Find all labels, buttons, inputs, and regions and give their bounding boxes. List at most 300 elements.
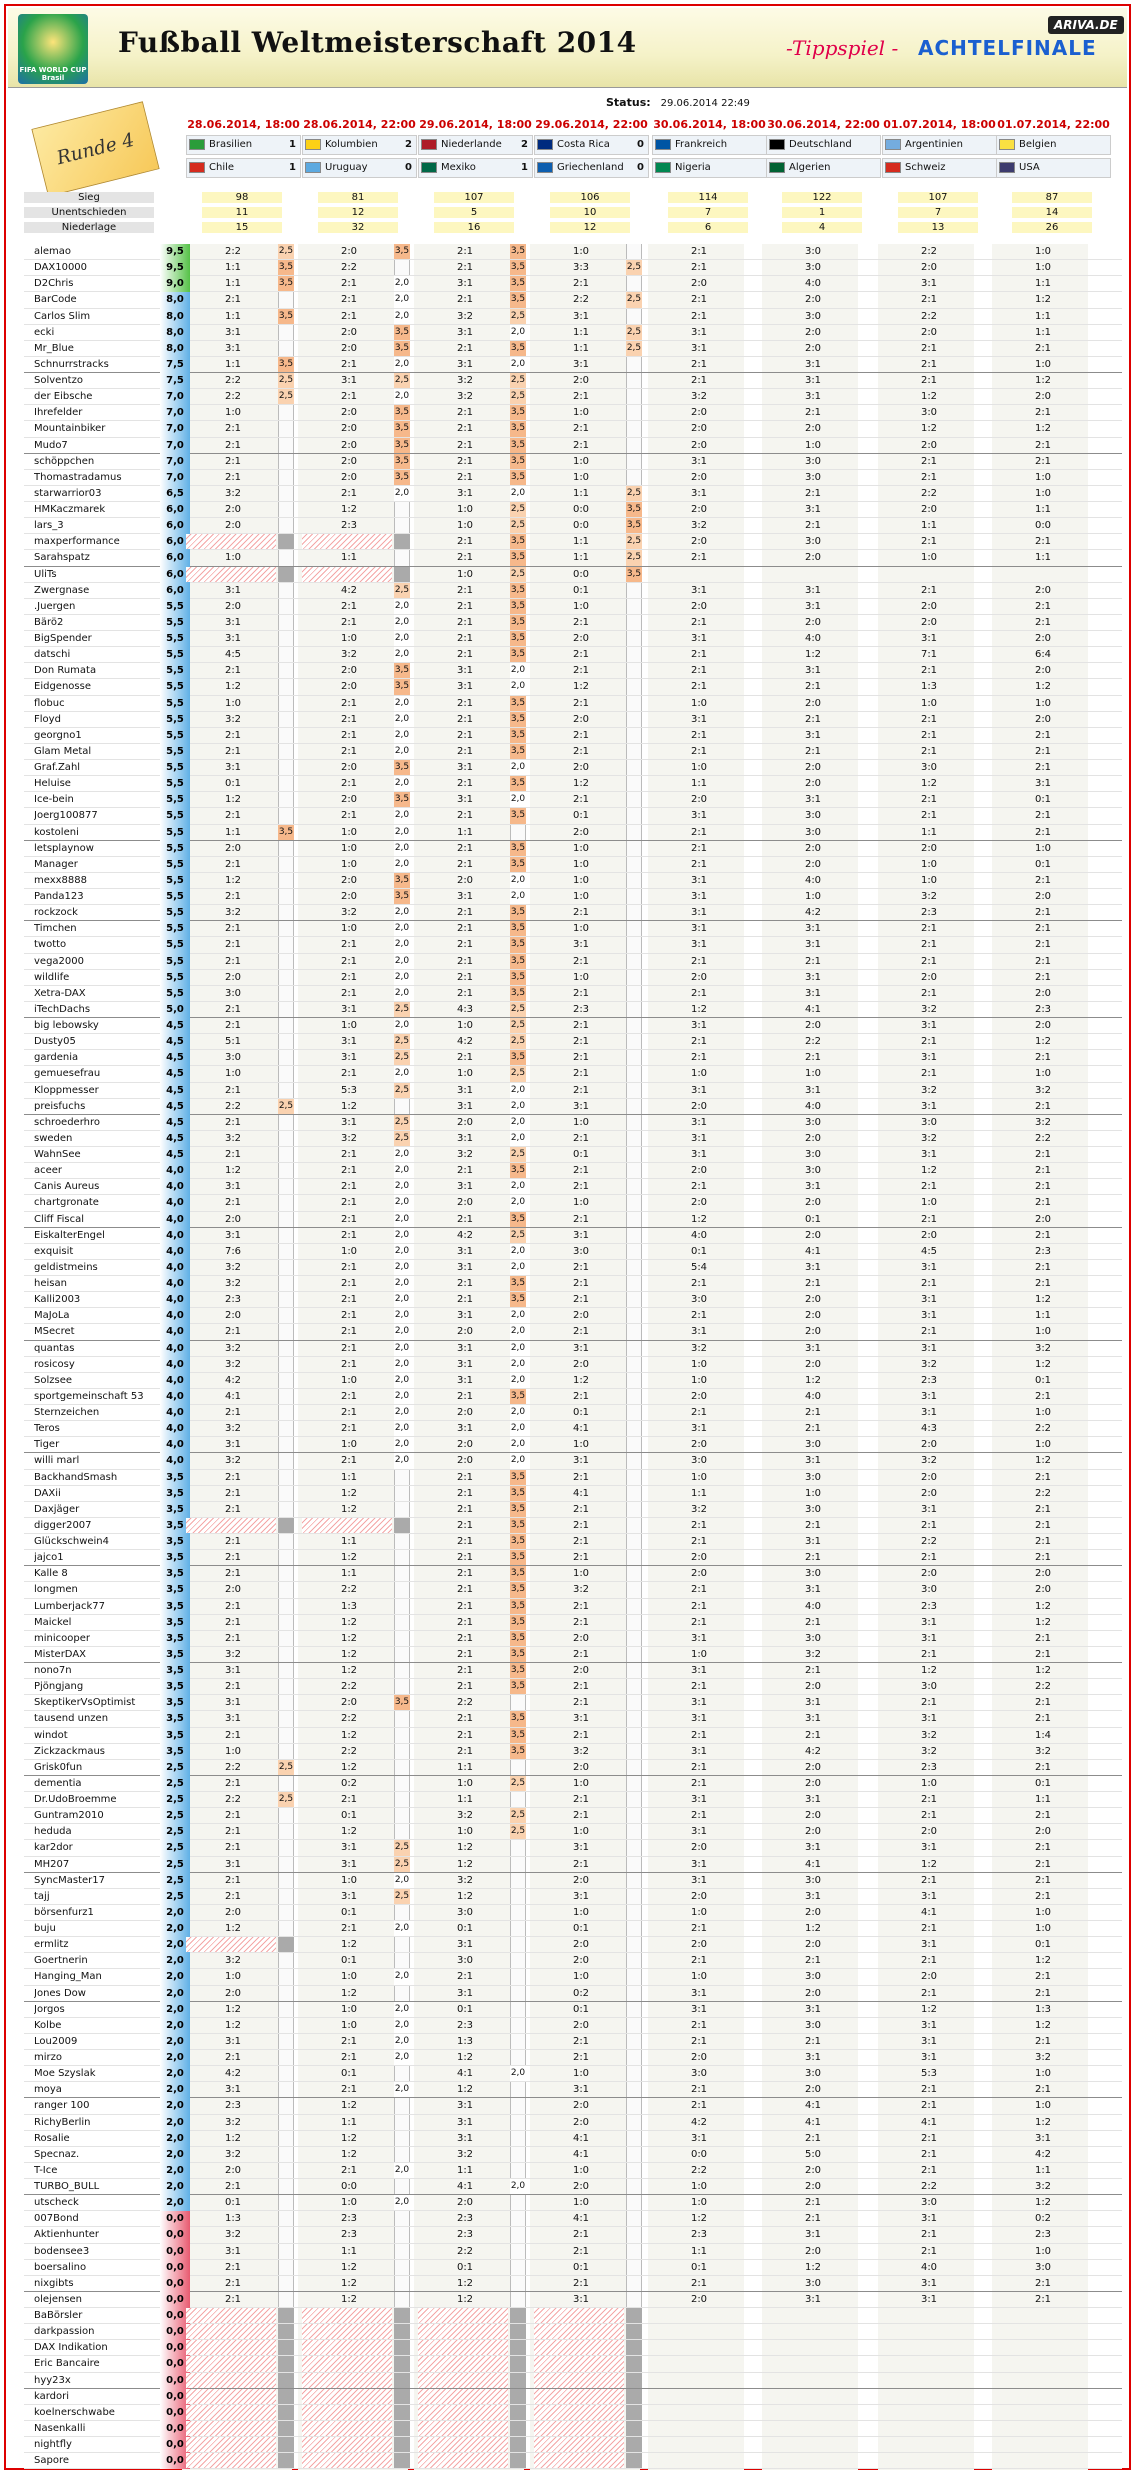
player-name[interactable]: longmen (34, 1584, 78, 1596)
player-name[interactable]: Sapore (34, 2455, 69, 2467)
tip-cell: 1:0 (920, 858, 938, 870)
player-name[interactable]: der Eibsche (34, 391, 93, 403)
missing-bonus (394, 567, 410, 582)
tip-cell: 2:1 (456, 713, 474, 725)
tip-cell: 2:1 (1034, 1390, 1052, 1402)
player-name[interactable]: MH207 (34, 1858, 70, 1870)
status-line (606, 96, 750, 109)
brand-logo[interactable]: ARIVA.DE (1048, 16, 1124, 34)
tip-cell: 2:3 (456, 2213, 474, 2225)
player-name[interactable]: willi marl (34, 1455, 80, 1467)
table-row (24, 2405, 1122, 2421)
player-name[interactable]: boersalino (34, 2261, 87, 2273)
player-name[interactable]: BigSpender (34, 633, 92, 644)
player-name[interactable]: tajj (34, 1890, 50, 1902)
stats-value: 12 (318, 207, 398, 218)
tip-cell: 3:0 (920, 1584, 938, 1596)
table-row (24, 1099, 1122, 1115)
bonus-cell (626, 1518, 642, 1533)
tip-cell: 1:1 (572, 342, 590, 354)
player-name[interactable]: Jorgos (34, 2003, 65, 2015)
bonus-cell (278, 550, 294, 565)
player-name[interactable]: flobuc (34, 697, 65, 709)
tip-cell: 2:3 (920, 1761, 938, 1773)
player-name[interactable]: Canis Aureus (34, 1181, 100, 1193)
tip-cell: 1:2 (456, 2293, 474, 2305)
tip-cell: 0:1 (224, 778, 242, 790)
player-name[interactable]: wildlife (34, 971, 70, 983)
player-name[interactable]: UliTs (34, 568, 57, 580)
player-name[interactable]: alemao (34, 246, 72, 257)
player-name[interactable]: Eidgenosse (34, 681, 91, 693)
player-name[interactable]: iTechDachs (34, 1003, 91, 1015)
player-points: 4,0 (160, 1453, 190, 1469)
player-name[interactable]: kar2dor (34, 1842, 73, 1854)
tip-cell: 3:1 (920, 2213, 938, 2225)
tip-cell: 2:0 (456, 1455, 474, 1467)
player-name[interactable]: T-Ice (34, 2164, 58, 2176)
tip-cell: 0:1 (690, 1245, 708, 1257)
player-name[interactable]: DAX10000 (34, 262, 88, 274)
player-name[interactable]: Dusty05 (34, 1036, 76, 1048)
player-name[interactable]: kardori (34, 2390, 70, 2402)
player-name[interactable]: heduda (34, 1826, 72, 1838)
tip-cell: 2:1 (572, 1794, 590, 1805)
bonus-cell (394, 1663, 410, 1678)
tip-cell: 3:1 (456, 1939, 474, 1951)
tip-cell: 2:1 (1034, 1278, 1052, 1289)
match-header (534, 118, 649, 190)
player-points: 0,0 (160, 2437, 190, 2453)
player-name[interactable]: heisan (34, 1278, 67, 1289)
bonus-cell: 2,0 (394, 728, 410, 743)
player-name[interactable]: Daxjäger (34, 1503, 80, 1515)
player-name[interactable]: Hanging_Man (34, 1971, 102, 1983)
bonus-cell (626, 357, 642, 372)
player-name[interactable]: Ihrefelder (34, 407, 83, 419)
player-name[interactable]: rosicosy (34, 1358, 75, 1370)
player-name[interactable]: Dr.UdoBroemme (34, 1794, 117, 1805)
tip-cell: 3:1 (690, 923, 708, 935)
player-name[interactable]: schöppchen (34, 455, 95, 467)
player-name[interactable]: Mr_Blue (34, 342, 74, 354)
team-name: Frankreich (675, 139, 728, 150)
missing-tip (186, 2437, 276, 2452)
player-name[interactable]: geldistmeins (34, 1261, 98, 1273)
tip-cell: 2:1 (1034, 1552, 1052, 1564)
player-name[interactable]: börsenfurz1 (34, 1906, 94, 1918)
player-name[interactable]: olejensen (34, 2293, 83, 2305)
player-name[interactable]: vega2000 (34, 955, 84, 967)
tip-cell: 1:0 (690, 1648, 708, 1660)
tip-cell: 2:1 (340, 1261, 358, 1273)
player-name[interactable]: EiskalterEngel (34, 1229, 105, 1241)
tip-cell: 4:2 (224, 1374, 242, 1386)
round-title: ACHTELFINALE (918, 36, 1097, 60)
missing-tip (534, 2324, 624, 2339)
flag-icon (305, 139, 321, 150)
bonus-cell (394, 502, 410, 517)
player-name[interactable]: tausend unzen (34, 1713, 109, 1725)
player-name[interactable]: RichyBerlin (34, 2116, 91, 2128)
tip-cell: 0:1 (572, 810, 590, 822)
player-name[interactable]: Goertnerin (34, 1955, 88, 1967)
player-name[interactable]: sportgemeinschaft 53 (34, 1390, 144, 1402)
bonus-cell (278, 1228, 294, 1243)
tip-cell: 2:1 (456, 423, 474, 435)
player-name[interactable]: .Juergen (34, 600, 76, 612)
tip-cell: 0:0 (340, 2181, 358, 2192)
player-name[interactable]: Thomastradamus (34, 471, 122, 483)
table-row (24, 2131, 1122, 2147)
player-name[interactable]: digger2007 (34, 1519, 92, 1531)
player-points: 5,5 (160, 696, 190, 712)
table-row (24, 970, 1122, 986)
tip-cell: 2:3 (572, 1003, 590, 1015)
tip-cell: 2:0 (1034, 987, 1052, 999)
player-name[interactable]: Joerg100877 (34, 810, 98, 822)
stats-value: 4 (782, 222, 862, 233)
player-name[interactable]: preisfuchs (34, 1100, 86, 1112)
player-name[interactable]: Glam Metal (34, 745, 92, 757)
player-name[interactable]: Don Rumata (34, 665, 97, 677)
player-name[interactable]: kostoleni (34, 826, 79, 838)
missing-bonus (626, 2308, 642, 2323)
player-name[interactable]: 007Bond (34, 2213, 79, 2225)
player-name[interactable]: schroederhro (34, 1116, 100, 1128)
player-name[interactable]: SyncMaster17 (34, 1874, 105, 1886)
status-label: Status: (606, 96, 651, 109)
player-name[interactable]: maxperformance (34, 536, 120, 548)
player-name[interactable]: Teros (34, 1423, 60, 1435)
tip-cell: 2:1 (224, 1503, 242, 1515)
tip-cell: 2:1 (1034, 1761, 1052, 1773)
player-name[interactable]: ermlitz (34, 1939, 69, 1951)
tip-cell: 2:0 (690, 2052, 708, 2063)
table-row (24, 808, 1122, 824)
player-name[interactable]: Glückschwein4 (34, 1536, 110, 1547)
tip-cell: 2:1 (572, 955, 590, 967)
player-name[interactable]: lars_3 (34, 520, 64, 532)
tip-cell: 4:1 (572, 1423, 590, 1435)
missing-tip (418, 2356, 508, 2371)
tip-cell: 2:1 (224, 923, 242, 935)
player-name[interactable]: Schnurrstracks (34, 358, 109, 370)
bonus-cell (626, 1905, 642, 1920)
player-name[interactable]: Aktienhunter (34, 2229, 100, 2241)
player-name[interactable]: jajco1 (34, 1552, 64, 1564)
player-name[interactable]: D2Chris (34, 278, 74, 290)
tip-cell: 4:1 (572, 1487, 590, 1499)
tip-cell: 2:0 (340, 407, 358, 419)
tip-cell: 1:2 (920, 1165, 938, 1177)
player-name[interactable]: windot (34, 1729, 68, 1741)
player-name[interactable]: Mudo7 (34, 439, 68, 451)
player-name[interactable]: datschi (34, 649, 71, 661)
player-name[interactable]: Zwergnase (34, 584, 90, 596)
tip-cell: 3:2 (224, 1358, 242, 1370)
player-name[interactable]: nightfly (34, 2439, 72, 2450)
player-name[interactable]: TURBO_BULL (34, 2181, 100, 2192)
tip-cell: 2:1 (224, 439, 242, 451)
player-name[interactable]: Bärö2 (34, 616, 64, 628)
tip-cell: 2:0 (920, 439, 938, 451)
player-name[interactable]: DAX Indikation (34, 2342, 108, 2354)
tip-cell: 3:1 (572, 358, 590, 370)
player-name[interactable]: Mountainbiker (34, 423, 106, 435)
bonus-cell: 3,5 (278, 276, 294, 291)
player-name[interactable]: quantas (34, 1342, 75, 1354)
player-name[interactable]: BaBörsler (34, 2310, 83, 2321)
table-row (24, 954, 1122, 970)
player-name[interactable]: utscheck (34, 2197, 79, 2209)
player-name[interactable]: Eric Bancaire (34, 2358, 100, 2370)
player-name[interactable]: Panda123 (34, 891, 84, 902)
player-name[interactable]: bodensee3 (34, 2245, 90, 2257)
team-away (186, 158, 301, 178)
player-name[interactable]: Maickel (34, 1616, 72, 1628)
player-name[interactable]: Lou2009 (34, 2035, 78, 2047)
player-name[interactable]: gardenia (34, 1052, 79, 1064)
player-name[interactable]: Guntram2010 (34, 1810, 104, 1822)
bonus-cell (626, 905, 642, 920)
tip-cell: 2:1 (456, 1052, 474, 1064)
player-name[interactable]: SkeptikerVsOptimist (34, 1697, 136, 1709)
tip-cell: 2:1 (920, 1794, 938, 1805)
player-name[interactable]: Rosalie (34, 2132, 70, 2144)
tip-cell: 2:1 (340, 697, 358, 709)
player-name[interactable]: Cliff Fiscal (34, 1213, 85, 1225)
player-name[interactable]: Zickzackmaus (34, 1745, 106, 1757)
player-name[interactable]: nono7n (34, 1665, 72, 1676)
player-name[interactable]: buju (34, 1923, 56, 1934)
missing-tip (534, 2389, 624, 2404)
player-name[interactable]: Lumberjack77 (34, 1600, 106, 1612)
bonus-cell (278, 2002, 294, 2017)
tip-cell: 3:1 (920, 1390, 938, 1402)
bonus-cell: 2,5 (278, 1099, 294, 1114)
player-name[interactable]: Xetra-DAX (34, 987, 86, 999)
tip-cell: 1:0 (340, 1374, 358, 1386)
table-row (24, 1776, 1122, 1792)
table-row (24, 1534, 1122, 1550)
bonus-cell: 3,5 (510, 470, 526, 485)
bonus-cell (626, 1276, 642, 1291)
bonus-cell (278, 1131, 294, 1146)
bonus-cell: 2,5 (394, 1889, 410, 1904)
tip-cell: 2:1 (1034, 1810, 1052, 1822)
stats-value: 15 (202, 222, 282, 233)
tip-cell: 2:1 (920, 1181, 938, 1193)
player-name[interactable]: Specnaz. (34, 2148, 80, 2160)
tip-cell: 2:2 (224, 1761, 242, 1773)
player-name[interactable]: mexx8888 (34, 874, 88, 886)
player-name[interactable]: Kalli2003 (34, 1294, 81, 1306)
tip-cell: 3:1 (920, 1020, 938, 1031)
tip-cell: 2:1 (1034, 536, 1052, 548)
player-name[interactable]: Pjöngjang (34, 1681, 84, 1693)
player-points: 5,5 (160, 663, 190, 679)
tip-cell: 3:1 (920, 2019, 938, 2031)
player-name[interactable]: rockzock (34, 907, 78, 919)
missing-tip (186, 534, 276, 549)
player-name[interactable]: MaJoLa (34, 1310, 70, 1322)
bonus-cell (278, 1421, 294, 1436)
tip-cell: 3:1 (920, 1503, 938, 1515)
tip-cell: 2:0 (340, 326, 358, 338)
player-name[interactable]: ranger 100 (34, 2100, 90, 2112)
player-name[interactable]: Floyd (34, 713, 61, 725)
tip-cell: 1:2 (572, 778, 590, 790)
player-name[interactable]: sweden (34, 1132, 73, 1144)
tip-cell: 2:1 (572, 439, 590, 451)
bonus-cell (626, 2050, 642, 2065)
tip-cell: 2:0 (804, 1810, 822, 1822)
tip-cell: 2:1 (1034, 342, 1052, 354)
bonus-cell (278, 2050, 294, 2065)
player-points: 4,0 (160, 1373, 190, 1389)
player-name[interactable]: HMKaczmarek (34, 504, 106, 515)
bonus-cell: 2,0 (394, 1357, 410, 1372)
player-name[interactable]: big lebowsky (34, 1020, 99, 1031)
player-points: 2,0 (160, 2115, 190, 2131)
bonus-cell (626, 1986, 642, 2001)
bonus-cell (394, 550, 410, 565)
bonus-cell (278, 857, 294, 872)
player-name[interactable]: Manager (34, 858, 78, 870)
player-name[interactable]: letsplaynow (34, 842, 94, 854)
tip-cell: 3:1 (804, 1181, 822, 1193)
player-name[interactable]: nixgibts (34, 2277, 74, 2289)
player-name[interactable]: hyy23x (34, 2374, 71, 2386)
player-points: 6,5 (160, 486, 190, 502)
tip-cell: 2:1 (456, 939, 474, 951)
tip-cell: 3:2 (224, 1278, 242, 1289)
player-name[interactable]: Kalle 8 (34, 1568, 68, 1580)
tip-cell: 2:1 (572, 2035, 590, 2047)
player-name[interactable]: Kloppmesser (34, 1084, 99, 1096)
tip-cell: 2:1 (224, 1810, 242, 1822)
player-name[interactable]: georgno1 (34, 729, 82, 741)
tip-cell: 2:0 (804, 1294, 822, 1306)
player-name[interactable]: BackhandSmash (34, 1471, 118, 1483)
player-name[interactable]: Graf.Zahl (34, 762, 81, 773)
tip-cell: 1:2 (340, 2100, 358, 2112)
bonus-cell: 2,0 (394, 954, 410, 969)
table-row (24, 1147, 1122, 1163)
player-name[interactable]: BarCode (34, 294, 77, 306)
tip-cell: 2:1 (456, 342, 474, 354)
table-row (24, 1034, 1122, 1050)
player-points: 3,5 (160, 1502, 190, 1518)
player-name[interactable]: Sarahspatz (34, 552, 90, 564)
player-name[interactable]: DAXii (34, 1487, 61, 1499)
player-name[interactable]: dementia (34, 1777, 82, 1789)
bonus-cell: 2,0 (394, 615, 410, 630)
bonus-cell (626, 921, 642, 936)
tip-cell: 2:1 (920, 1697, 938, 1709)
player-name[interactable]: Kolbe (34, 2019, 62, 2031)
player-name[interactable]: Sternzeichen (34, 1407, 100, 1418)
player-name[interactable]: gemuesefrau (34, 1068, 101, 1080)
tip-cell: 2:3 (920, 907, 938, 919)
player-name[interactable]: twotto (34, 939, 67, 951)
bonus-cell: 3,5 (510, 1663, 526, 1678)
bonus-cell (626, 1615, 642, 1630)
player-name[interactable]: WahnSee (34, 1149, 81, 1160)
player-name[interactable]: darkpassion (34, 2326, 95, 2338)
tip-cell: 3:1 (690, 1794, 708, 1805)
player-name[interactable]: Timchen (34, 923, 77, 935)
player-name[interactable]: Nasenkalli (34, 2422, 86, 2434)
bonus-cell: 2,0 (510, 792, 526, 807)
table-row (24, 792, 1122, 808)
tip-cell: 1:1 (920, 826, 938, 838)
bonus-cell (394, 1937, 410, 1952)
player-name[interactable]: aceer (34, 1165, 63, 1177)
tip-cell: 5:4 (690, 1261, 708, 1273)
bonus-cell: 2,0 (394, 857, 410, 872)
bonus-cell: 2,0 (394, 986, 410, 1001)
player-name[interactable]: Grisk0fun (34, 1761, 83, 1773)
bonus-cell: 3,5 (510, 1631, 526, 1646)
tip-cell: 3:1 (224, 326, 242, 338)
tip-cell: 2:1 (690, 294, 708, 306)
tip-cell: 2:1 (224, 1116, 242, 1128)
player-name[interactable]: starwarrior03 (34, 487, 102, 499)
tip-cell: 2:0 (804, 1761, 822, 1773)
player-name[interactable]: MisterDAX (34, 1648, 87, 1660)
tip-cell: 2:1 (456, 1552, 474, 1564)
tip-cell: 2:1 (690, 1536, 708, 1547)
player-name[interactable]: mirzo (34, 2052, 62, 2063)
tip-cell: 3:1 (572, 1890, 590, 1902)
player-name[interactable]: MSecret (34, 1326, 75, 1338)
player-name[interactable]: Ice-bein (34, 794, 74, 806)
tip-cell: 3:0 (920, 2197, 938, 2209)
player-name[interactable]: minicooper (34, 1632, 90, 1644)
tip-cell: 3:1 (456, 278, 474, 290)
tip-cell: 3:1 (456, 1987, 474, 1999)
table-row (24, 357, 1122, 373)
player-name[interactable]: chartgronate (34, 1197, 99, 1209)
player-name[interactable]: exquisit (34, 1245, 74, 1257)
tip-cell: 1:1 (340, 1471, 358, 1483)
player-name[interactable]: ecki (34, 326, 55, 338)
bonus-cell (626, 1792, 642, 1807)
bonus-cell (278, 2034, 294, 2049)
tip-cell: 2:1 (804, 1407, 822, 1418)
tip-cell: 2:1 (690, 246, 708, 257)
player-name[interactable]: Tiger (34, 1439, 60, 1451)
bonus-cell (626, 1969, 642, 1984)
player-name[interactable]: Solzsee (34, 1374, 73, 1386)
player-name[interactable]: Moe Szyslak (34, 2068, 96, 2080)
tip-cell: 2:1 (340, 2084, 358, 2096)
player-name[interactable]: Solventzo (34, 375, 83, 386)
missing-bonus (278, 2373, 294, 2388)
player-name[interactable]: koelnerschwabe (34, 2406, 115, 2418)
player-name[interactable]: Carlos Slim (34, 310, 91, 322)
player-name[interactable]: Heluise (34, 778, 71, 790)
player-name[interactable]: Jones Dow (34, 1987, 86, 1999)
tip-cell: 3:2 (920, 1003, 938, 1015)
bonus-cell (626, 1324, 642, 1339)
tip-cell: 0:2 (1034, 2213, 1052, 2225)
player-name[interactable]: moya (34, 2084, 62, 2096)
player-points: 5,5 (160, 599, 190, 615)
table-row (24, 2115, 1122, 2131)
